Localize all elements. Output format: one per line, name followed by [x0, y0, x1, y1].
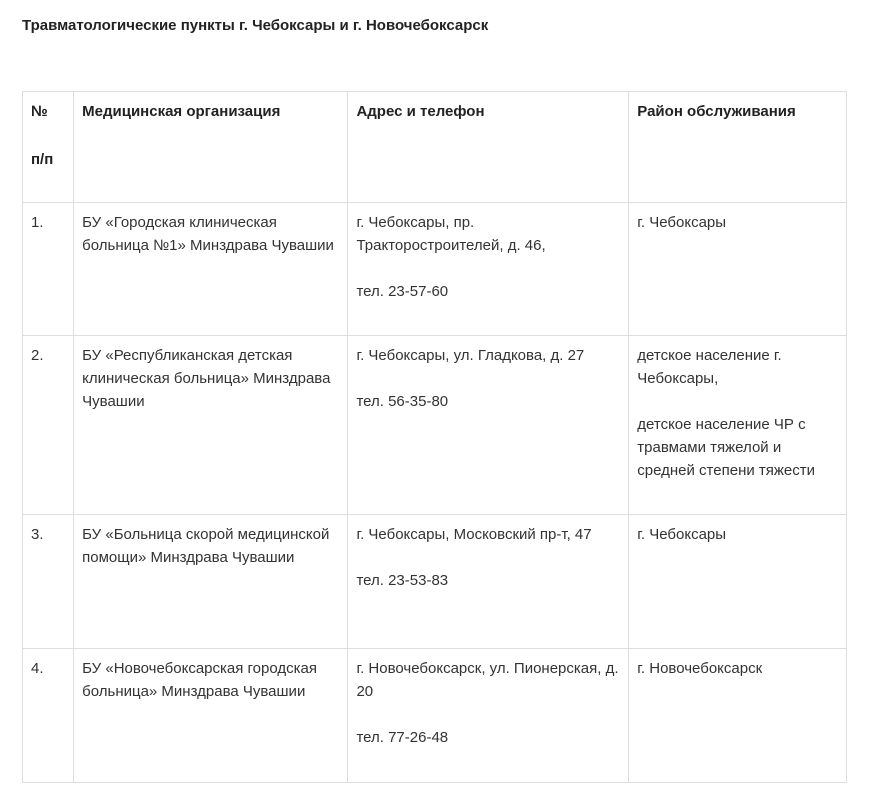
- trauma-points-table: [22, 91, 847, 783]
- row-number: 3.: [23, 515, 74, 649]
- header-number: [23, 92, 74, 203]
- row-area-cell: [629, 515, 847, 649]
- table-row: [23, 515, 847, 649]
- row-organization: БУ «Новочебоксарская городская больница» Минздрава Чувашии: [74, 649, 348, 783]
- row-address: г. Чебоксары, пр. Тракторостроителей, д. 46,: [356, 214, 546, 254]
- row-address-cell: [348, 336, 629, 515]
- row-number: 4.: [23, 649, 74, 783]
- row-area-cell: [629, 203, 847, 336]
- row-area: г. Чебоксары: [637, 214, 727, 231]
- header-number-symbol: №: [31, 103, 48, 120]
- row-area-cell: [629, 649, 847, 783]
- header-organization: Медицинская организация: [74, 92, 348, 203]
- header-area: Район обслуживания: [629, 92, 847, 203]
- row-phone: тел. 23-53-83: [356, 572, 449, 589]
- row-area: г. Новочебоксарск: [637, 660, 763, 677]
- row-organization: БУ «Городская клиническая больница №1» Минздрава Чувашии: [74, 203, 348, 336]
- header-number-abbr: п/п: [31, 151, 54, 168]
- table-header-row: [23, 92, 847, 203]
- table-row: [23, 336, 847, 515]
- row-address: г. Новочебоксарск, ул. Пионерская, д. 20: [356, 660, 619, 700]
- table-row: [23, 203, 847, 336]
- row-area-cell: [629, 336, 847, 515]
- row-address: г. Чебоксары, Московский пр-т, 47: [356, 526, 592, 543]
- table-row: [23, 649, 847, 783]
- row-address-cell: [348, 515, 629, 649]
- row-phone: тел. 77-26-48: [356, 729, 449, 746]
- row-address-cell: [348, 203, 629, 336]
- row-area: детское население г. Чебоксары,: [637, 347, 782, 387]
- row-phone: тел. 56-35-80: [356, 393, 449, 410]
- header-address: Адрес и телефон: [348, 92, 629, 203]
- row-number: 2.: [23, 336, 74, 515]
- row-organization: БУ «Больница скорой медицинской помощи» Минздрава Чувашии: [74, 515, 348, 649]
- row-address: г. Чебоксары, ул. Гладкова, д. 27: [356, 347, 585, 364]
- row-phone: тел. 23-57-60: [356, 283, 449, 300]
- row-area: г. Чебоксары: [637, 526, 727, 543]
- row-organization: БУ «Республиканская детская клиническая больница» Минздрава Чувашии: [74, 336, 348, 515]
- row-address-cell: [348, 649, 629, 783]
- row-number: 1.: [23, 203, 74, 336]
- page-title: Травматологические пункты г. Чебоксары и г. Новочебоксарск: [22, 17, 489, 34]
- row-area-extra: детское население ЧР с травмами тяжелой и средней степени тяжести: [637, 416, 816, 479]
